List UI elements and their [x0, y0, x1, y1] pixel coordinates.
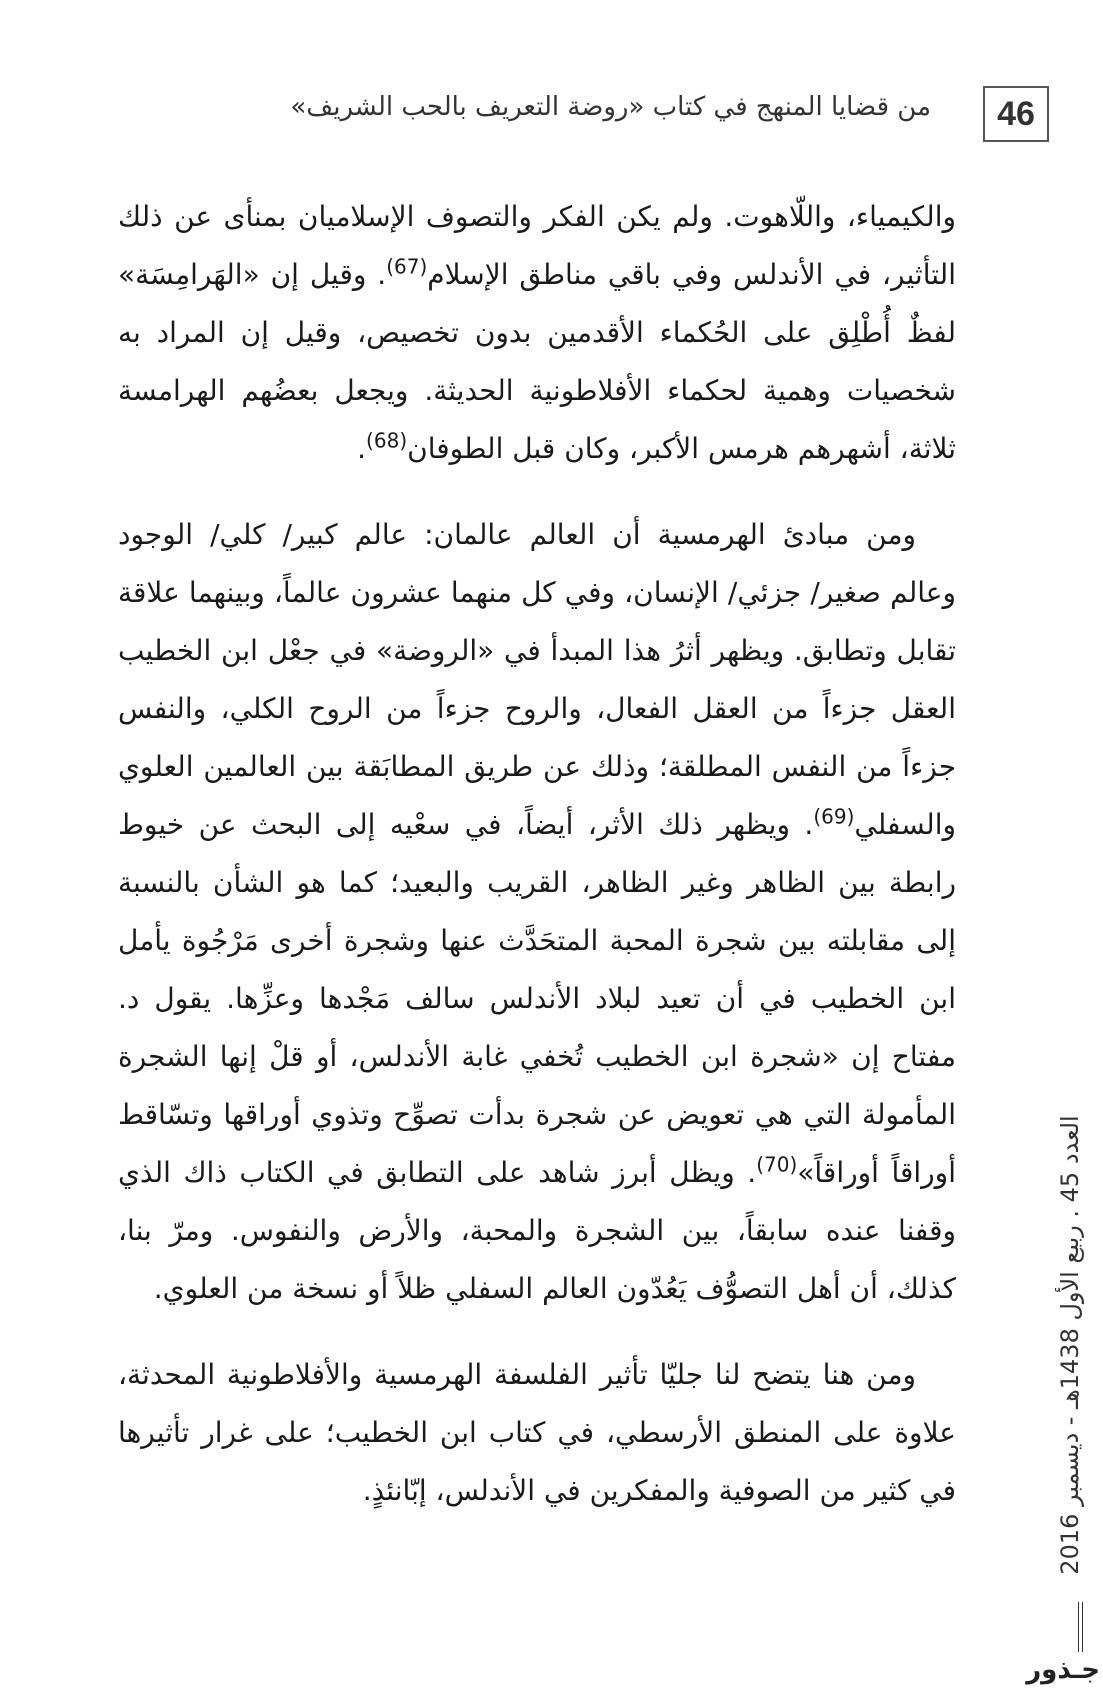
page-number: 46 [983, 86, 1049, 142]
paragraph-3 [118, 1346, 956, 1520]
paragraph-3-text: ومن هنا يتضح لنا جليّا تأثير الفلسفة الهرمسية والأفلاطونية المحدثة، علاوة على المنطق الأرسطي، في كتاب ابن الخطيب؛ على غرار تأثيرها في كثير من الصوفية والمفكرين في الأندلس، إبّانئذٍ. [118, 1358, 956, 1507]
paragraph-1-text-c: . [357, 432, 367, 465]
paragraph-2-text-c: . ويظل أبرز شاهد على التطابق في الكتاب ذاك الذي وقفنا عنده سابقاً، بين الشجرة والمحبة، والأرض والنفوس. ومرّ بنا، كذلك، أن أهل التصوُّف يَعُدّون العالم السفلي ظلاً أو نسخة من العلوي. [118, 1156, 956, 1305]
footnote-ref-70[interactable]: (70) [756, 1152, 798, 1177]
paragraph-2-text-b: . ويظهر ذلك الأثر، أيضاً، في سعْيه إلى البحث عن خيوط رابطة بين الظاهر وغير الظاهر، القريب والبعيد؛ كما هو الشأن بالنسبة إلى مقابلته بين شجرة المحبة المتحَدَّث عنها وشجرة أخرى مَرْجُوة يأمل ابن الخطيب في أن تعيد لبلاد الأندلس سالف مَجْدها وعزِّها. يقول د. مفتاح إن «شجرة ابن الخطيب تُخفي غابة الأندلس، أو قلْ إنها الشجرة المأمولة التي هي تعويض عن شجرة بدأت تصوِّح وتذوي أوراقها وتسّاقط أوراقاً أوراقاً» [118, 808, 956, 1189]
paragraph-2-text-a: ومن مبادئ الهرمسية أن العالم عالمان: عالم كبير/ كلي/ الوجود وعالم صغير/ جزئي/ الإنسان، وفي كل منهما عشرون عالماً، وبينهما علاقة تقابل وتطابق. ويظهر أثرُ هذا المبدأ في «الروضة» في جعْل ابن الخطيب العقل جزءاً من العقل الفعال، والروح جزءاً من الروح الكلي، والنفس جزءاً من النفس المطلقة؛ وذلك عن طريق المطابَقة بين العالمين العلوي والسفلي [118, 518, 956, 841]
footnote-ref-69[interactable]: (69) [813, 804, 855, 829]
footnote-ref-68[interactable]: (68) [366, 428, 408, 453]
paragraph-1 [118, 188, 956, 478]
running-header: من قضايا المنهج في كتاب «روضة التعريف بالحب الشريف» [290, 92, 931, 122]
paragraph-1-text-b: . وقيل إن «الهَرامِسَة» لفظٌ أُطْلِق على الحُكماء الأقدمين بدون تخصيص، وقيل إن المراد به شخصيات وهمية لحكماء الأفلاطونية الحديثة. ويجعل بعضُهم الهرامسة ثلاثة، أشهرهم هرمس الأكبر، وكان قبل الطوفان [118, 258, 956, 465]
footnote-ref-67[interactable]: (67) [386, 254, 428, 279]
paragraph-2 [118, 506, 956, 1318]
journal-logo: جـذور [1026, 1655, 1100, 1685]
paragraph-1-text-a: والكيمياء، واللّاهوت. ولم يكن الفكر والتصوف الإسلاميان بمنأى عن ذلك التأثير، في الأندلس وفي باقي مناطق الإسلام [118, 200, 956, 291]
issue-info-vertical [1055, 1095, 1085, 1595]
article-body [118, 188, 956, 1520]
side-divider [1078, 1602, 1083, 1652]
issue-info-text: العدد 45 . ربيع الأول 1438هـ - ديسمبر 2016 [1056, 1115, 1084, 1575]
